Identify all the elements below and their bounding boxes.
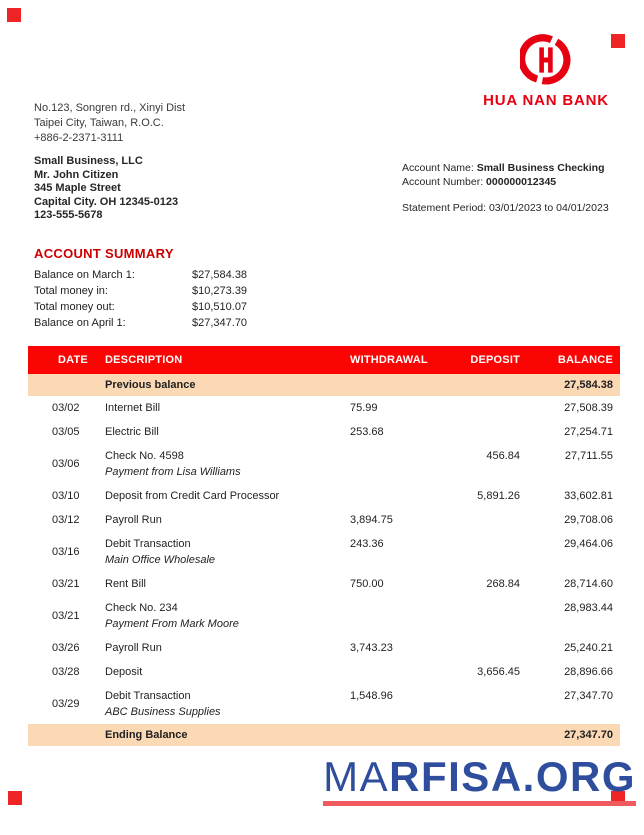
transaction-withdrawal: 243.36 [350, 538, 384, 550]
transaction-description-main: Deposit from Credit Card Processor [105, 490, 280, 502]
transaction-date: 03/10 [52, 490, 80, 502]
bank-address-line: +886-2-2371-3111 [34, 132, 124, 144]
watermark-text-light: MA [323, 753, 390, 800]
transaction-description [103, 660, 348, 684]
summary-value: $27,584.38 [192, 269, 248, 281]
transaction-withdrawal: 253.68 [350, 426, 384, 438]
transaction-balance: 29,708.06 [564, 514, 613, 526]
customer-contact-line: Mr. John Citizen [34, 168, 119, 181]
transaction-description-main: Payroll Run [105, 514, 162, 526]
transaction-date: 03/29 [52, 698, 80, 710]
bank-address [34, 101, 185, 146]
transaction-withdrawal: 3,743.23 [350, 642, 393, 654]
header-withdrawal: WITHDRAWAL [348, 346, 448, 374]
watermark-text-bold: RFISA.ORG [389, 753, 636, 800]
transaction-description [103, 636, 348, 660]
transaction-date: 03/21 [52, 610, 80, 622]
transaction-balance: 27,508.39 [564, 402, 613, 414]
transaction-row [28, 596, 620, 636]
transaction-row [28, 396, 620, 420]
transaction-row [28, 508, 620, 532]
ending-balance-row [28, 724, 620, 746]
bank-logo [480, 33, 612, 109]
previous-balance-row [28, 374, 620, 396]
summary-row [34, 267, 247, 283]
transaction-description-main: Check No. 234 [105, 602, 178, 614]
header-deposit: DEPOSIT [448, 346, 543, 374]
transaction-balance: 28,983.44 [564, 602, 613, 614]
transaction-description [103, 444, 348, 484]
account-name-row [402, 161, 609, 175]
customer-street-line: 345 Maple Street [34, 182, 121, 194]
marfisa-watermark [323, 753, 636, 806]
ending-balance-label: Ending Balance [103, 724, 348, 746]
transaction-date: 03/26 [52, 642, 80, 654]
transaction-date: 03/28 [52, 666, 80, 678]
transaction-row [28, 444, 620, 484]
transaction-deposit [448, 636, 543, 660]
transaction-withdrawal: 75.99 [350, 402, 378, 414]
transaction-withdrawal [348, 660, 448, 684]
transaction-deposit [448, 396, 543, 420]
account-name-value: Small Business Checking [476, 162, 605, 174]
transaction-balance: 27,254.71 [564, 426, 613, 438]
transaction-row [28, 660, 620, 684]
transactions-table [28, 346, 620, 746]
transaction-balance: 28,714.60 [564, 578, 613, 590]
summary-label: Balance on March 1: [34, 269, 135, 281]
transaction-description-main: Debit Transaction [105, 690, 191, 702]
account-summary-list [34, 267, 247, 331]
transaction-description-main: Electric Bill [105, 426, 159, 438]
transaction-row [28, 572, 620, 596]
customer-address [34, 155, 178, 223]
bank-address-line: Taipei City, Taiwan, R.O.C. [34, 117, 164, 129]
corner-mark-top-right [611, 34, 625, 48]
transaction-description-note: Main Office Wholesale [105, 554, 216, 566]
transaction-withdrawal [348, 444, 448, 484]
transaction-withdrawal: 1,548.96 [350, 690, 393, 702]
transaction-description-main: Debit Transaction [105, 538, 191, 550]
transaction-description-note: Payment From Mark Moore [105, 618, 239, 630]
customer-name-line: Small Business, LLC [34, 155, 143, 167]
summary-value: $27,347.70 [192, 317, 248, 329]
summary-label: Total money out: [34, 301, 115, 313]
customer-phone-line: 123-555-5678 [34, 209, 103, 221]
previous-balance-label: Previous balance [103, 374, 348, 396]
transaction-withdrawal [348, 484, 448, 508]
transaction-description-note: Payment from Lisa Williams [105, 466, 241, 478]
transaction-date: 03/16 [52, 546, 80, 558]
transaction-row [28, 684, 620, 724]
bank-name: HUA NAN BANK [483, 92, 609, 109]
transaction-deposit: 5,891.26 [477, 490, 520, 502]
transaction-description [103, 420, 348, 444]
transaction-row [28, 636, 620, 660]
account-number-value: 000000012345 [486, 176, 557, 188]
transaction-description-main: Payroll Run [105, 642, 162, 654]
summary-label: Total money in: [34, 285, 108, 297]
transaction-description-note: ABC Business Supplies [105, 706, 221, 718]
transaction-description-main: Rent Bill [105, 578, 146, 590]
transaction-description [103, 484, 348, 508]
transaction-withdrawal: 3,894.75 [350, 514, 393, 526]
transaction-balance: 33,602.81 [564, 490, 613, 502]
transaction-row [28, 484, 620, 508]
transaction-deposit [448, 420, 543, 444]
transaction-date: 03/02 [52, 402, 80, 414]
transaction-description-main: Deposit [105, 666, 143, 678]
transaction-deposit [448, 532, 543, 572]
header-balance: BALANCE [543, 346, 620, 374]
transaction-deposit: 268.84 [486, 578, 520, 590]
transaction-description [103, 532, 348, 572]
transaction-description [103, 508, 348, 532]
transaction-description [103, 684, 348, 724]
transaction-description [103, 572, 348, 596]
summary-row [34, 299, 247, 315]
statement-period: Statement Period: 03/01/2023 to 04/01/2023 [402, 202, 609, 214]
hua-nan-bank-emblem-icon [520, 33, 572, 87]
header-description: DESCRIPTION [103, 346, 348, 374]
transaction-description-main: Check No. 4598 [105, 450, 184, 462]
transaction-date: 03/05 [52, 426, 80, 438]
transaction-deposit [448, 684, 543, 724]
summary-label: Balance on April 1: [34, 317, 126, 329]
transaction-balance: 27,347.70 [564, 690, 613, 702]
transaction-row [28, 532, 620, 572]
account-summary-title: ACCOUNT SUMMARY [34, 246, 174, 261]
transaction-balance: 29,464.06 [564, 538, 613, 550]
transaction-balance: 25,240.21 [564, 642, 613, 654]
account-name-label: Account Name: [402, 162, 477, 174]
summary-row [34, 283, 247, 299]
transaction-withdrawal [348, 596, 448, 636]
table-header-row [28, 346, 620, 374]
transaction-balance: 27,711.55 [564, 450, 613, 462]
corner-mark-bottom-left [8, 791, 22, 805]
transaction-description [103, 396, 348, 420]
ending-balance-value: 27,347.70 [543, 724, 620, 746]
header-date: DATE [28, 346, 103, 374]
transaction-row [28, 420, 620, 444]
transaction-date: 03/12 [52, 514, 80, 526]
transactions-body [28, 374, 620, 746]
transaction-balance: 28,896.66 [564, 666, 613, 678]
account-number-row [402, 175, 609, 189]
summary-row [34, 315, 247, 331]
account-info [402, 161, 609, 215]
previous-balance-value: 27,584.38 [543, 374, 620, 396]
corner-mark-top-left [7, 8, 21, 22]
transaction-deposit [448, 596, 543, 636]
summary-value: $10,273.39 [192, 285, 248, 297]
customer-city-line: Capital City. OH 12345-0123 [34, 195, 179, 208]
transaction-withdrawal: 750.00 [350, 578, 384, 590]
bank-address-line: No.123, Songren rd., Xinyi Dist [34, 102, 186, 114]
summary-value: $10,510.07 [192, 301, 248, 313]
transaction-deposit [448, 508, 543, 532]
transaction-description [103, 596, 348, 636]
account-number-label: Account Number: [402, 176, 487, 188]
transaction-date: 03/21 [52, 578, 80, 590]
transaction-date: 03/06 [52, 458, 80, 470]
transaction-deposit: 3,656.45 [477, 666, 520, 678]
transaction-description-main: Internet Bill [105, 402, 161, 414]
transaction-deposit: 456.84 [486, 450, 520, 462]
